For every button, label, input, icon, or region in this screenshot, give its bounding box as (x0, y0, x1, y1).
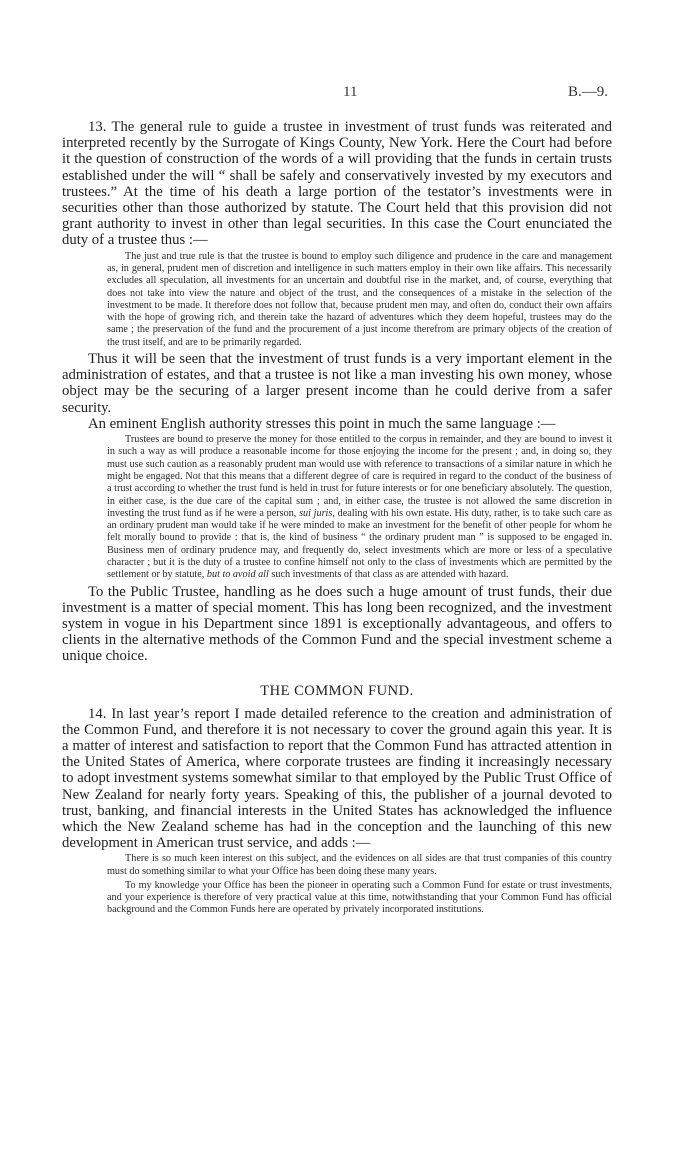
page-header (0, 84, 700, 104)
block-quote-surrogate: The just and true rule is that the trustee is bound to employ such diligence and prudence in the care and management as, in general, prudent men of discretion and intelligence in such matters employ in their own like affairs. This necessarily excludes all speculation, all investments for an uncertain and doubtful rise in the market, and, of course, everything that does not take into view the nature and object of the trust, and the consequences of a mistake in the selection of the investment to be made. It therefore does not follow that, because prudent men may, and often do, conduct their own affairs with the hope of growing rich, and therein take the hazard of adventures which they deem hopeful, trustees may do the same ; the preservation of the fund and the procurement of a just income therefrom are primary objects of the creation of the trust itself, and are to be primarily regarded. (107, 250, 612, 348)
quote-text: such investments of that class as are attended with hazard. (268, 569, 509, 581)
quote-text: , dealing with his own estate. His duty, rather, is to take such care as an ordinary prudent man would take if he were minded to make an investment for the benefit of other people for whom he felt morally bound to provide : that is, the kind of business “ the ordinary prudent man ” is supposed to be engaged in. Business men of ordinary prudence may, and frequently do, select investments which are more or less of a speculative character ; but it is the duty of a trustee to confine himself not only to the class of investments which are permitted by the settlement or by statute, (107, 507, 612, 581)
quote-italic-sui-juris: sui juris (299, 507, 333, 519)
page-number: 11 (343, 84, 358, 100)
quote-text: Trustees are bound to preserve the money for those entitled to the corpus in remainder, and they are bound to invest it in such a way as will produce a reasonable income for those enjoying the income for the present ; and, in doing so, they must use such caution as a reasonably prudent man would use with reference to transactions of a similar nature in which he might be engaged. Not that this means that a different degree of care is required in regard to the conduct of the business of a trust according to whether the trust fund is held in trust for future interests or for one beneficiary absolutely. The question, in either case, is the due care of the capital sum ; and, in either case, the trustee is not allowed the same discretion in investing the trust fund as if he were a person, (107, 434, 612, 519)
quote-italic-avoid-all: but to avoid all (206, 569, 269, 581)
paragraph-14: 14. In last year’s report I made detailed reference to the creation and administration of the Common Fund, and therefore it is not necessary to cover the ground again this year. It is a matter of interest and satisfaction to report that the Common Fund has attracted attention in the United States of America, where corporate trustees are finding it increasingly necessary to adopt investment systems somewhat similar to that employed by the Public Trust Office of New Zealand for nearly forty years. Speaking of this, the publisher of a journal devoted to trust, banking, and financial interests in the United States has acknowledged the influence which the New Zealand scheme has had in the conception and the launching of this new development in American trust service, and adds :— (62, 705, 612, 852)
block-quote-english-authority (62, 434, 612, 582)
section-heading: THE COMMON FUND. (260, 682, 414, 699)
paragraph-thus: Thus it will be seen that the investment of trust funds is a very important element in the administration of estates, and that a trustee is not like a man investing his own money, whose object may be the securing of a larger present income than he could derive from a safer security. (62, 351, 612, 416)
paragraph-eminent-authority: An eminent English authority stresses this point in much the same language :— (88, 415, 556, 432)
document-reference: B.—9. (567, 84, 608, 100)
block-quote-publisher-1: There is so much keen interest on this subject, and the evidences on all sides are that trust companies of this country must do something similar to what your Office has been doing these many years. (107, 853, 612, 877)
body-text (62, 119, 612, 918)
paragraph-13: 13. The general rule to guide a trustee in investment of trust funds was reiterated and interpreted recently by the Surrogate of Kings County, New York. Here the Court had before it the question of construction of the words of a will providing that the funds in certain trusts established under the will “ shall be safely and conservatively invested by my executors and trustees.” At the time of his death a large portion of the testator’s investments were in securities other than those authorized by statute. The Court held that this provision did not grant authority to invest in other than legal securities. In this case the Court enunciated the duty of a trustee thus :— (62, 119, 612, 249)
block-quote-publisher-2: To my knowledge your Office has been the pioneer in operating such a Common Fund for estate or trust investments, and your experience is therefore of very practical value at this time, notwithstanding that your Common Fund has official background and the Common Funds here are operated by privately incorporated institutions. (107, 879, 612, 916)
paragraph-public-trustee: To the Public Trustee, handling as he does such a huge amount of trust funds, their due investment is a matter of special moment. This has long been recognized, and the investment system in vogue in his Department since 1891 is exceptionally advantageous, and offers to clients in the alternative methods of the Common Fund and the special investment scheme a unique choice. (62, 583, 612, 665)
